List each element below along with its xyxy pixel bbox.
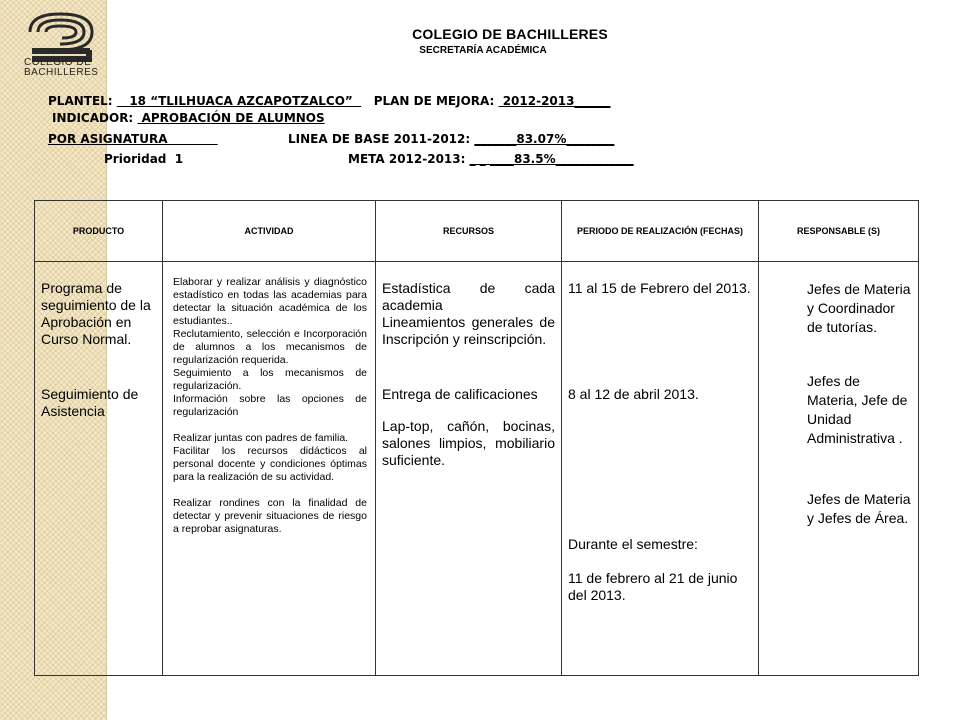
plan-label: PLAN DE MEJORA: xyxy=(361,94,499,108)
plan-value: 2012-2013______ xyxy=(498,94,611,108)
recurso-item: Lap-top, cañón, bocinas, salones limpios, mobiliario suficiente. xyxy=(382,418,555,468)
table-row xyxy=(35,262,919,676)
logo-text: COLEGIO DE BACHILLERES xyxy=(24,57,99,78)
plantel-value: 18 “TLILHUACA AZCAPOTZALCO” xyxy=(116,94,362,108)
responsable-item: Jefes de Materia, Jefe de Unidad Administrativa . xyxy=(807,373,908,446)
recurso-item: Estadística de cada academia xyxy=(382,280,555,313)
periodo-item: 11 de febrero al 21 de junio del 2013. xyxy=(568,570,738,603)
producto-item: Seguimiento de Asistencia xyxy=(41,386,139,419)
por-asignatura: POR ASIGNATURA xyxy=(48,132,218,146)
plan-table xyxy=(34,200,919,676)
actividad-item: Realizar juntas con padres de familia. xyxy=(173,432,349,444)
plantel-line xyxy=(48,94,610,108)
header-periodo: PERIODO DE REALIZACIÓN (FECHAS) xyxy=(562,201,759,262)
header-responsable: RESPONSABLE (S) xyxy=(759,201,919,262)
actividad-item: Información sobre las opciones de regularización xyxy=(173,393,367,418)
periodo-item: Durante el semestre: xyxy=(568,536,698,552)
recurso-item: Entrega de calificaciones xyxy=(382,386,538,402)
header-producto: PRODUCTO xyxy=(35,201,163,262)
cell-periodo xyxy=(562,262,759,676)
meta-line xyxy=(348,152,634,166)
recurso-item: Lineamientos generales de Inscripción y reinscripción. xyxy=(382,314,555,347)
responsable-item: Jefes de Materia y Coordinador de tutorías. xyxy=(807,281,911,335)
cell-recursos xyxy=(376,262,562,676)
meta-value: _ _ ____83.5%_____________ xyxy=(469,152,634,166)
plantel-label: PLANTEL: xyxy=(48,94,117,108)
periodo-item: 11 al 15 de Febrero del 2013. xyxy=(568,280,751,296)
actividad-item: Realizar rondines con la finalidad de detectar y prevenir situaciones de riesgo a reprobar asignaturas. xyxy=(173,497,367,535)
table-header-row xyxy=(35,201,919,262)
indicador-label: INDICADOR: xyxy=(52,111,138,125)
actividad-item: Reclutamiento, selección e Incorporación de alumnos a los mecanismos de regularización requerida. xyxy=(173,328,367,366)
cell-producto xyxy=(35,262,163,676)
meta-label: META 2012-2013: xyxy=(348,152,470,166)
indicador-value: APROBACIÓN DE ALUMNOS xyxy=(137,111,325,125)
linea-label: LINEA DE BASE 2011-2012: xyxy=(288,132,475,146)
linea-base-line xyxy=(288,132,614,146)
department-subtitle: SECRETARÍA ACADÉMICA xyxy=(419,45,547,56)
periodo-item: 8 al 12 de abril 2013. xyxy=(568,386,699,402)
actividad-item: Seguimiento a los mecanismos de regularización. xyxy=(173,367,367,392)
actividad-item: Facilitar los recursos didácticos al personal docente y condiciones óptimas para la realización de su actividad. xyxy=(173,445,367,483)
cell-actividad xyxy=(163,262,376,676)
header-actividad: ACTIVIDAD xyxy=(163,201,376,262)
cell-responsable xyxy=(759,262,919,676)
institution-title: COLEGIO DE BACHILLERES xyxy=(412,26,608,42)
indicador-line xyxy=(52,111,325,125)
producto-item: Programa de seguimiento de la Aprobación en Curso Normal. xyxy=(41,280,151,347)
header-recursos: RECURSOS xyxy=(376,201,562,262)
responsable-item: Jefes de Materia y Jefes de Área. xyxy=(807,491,911,526)
linea-value: _______83.07%________ xyxy=(474,132,615,146)
actividad-item: Elaborar y realizar análisis y diagnóstico estadístico en todas las academias para detectar la situación académica de los estudiantes.. xyxy=(173,276,367,327)
prioridad: Prioridad 1 xyxy=(104,152,184,166)
